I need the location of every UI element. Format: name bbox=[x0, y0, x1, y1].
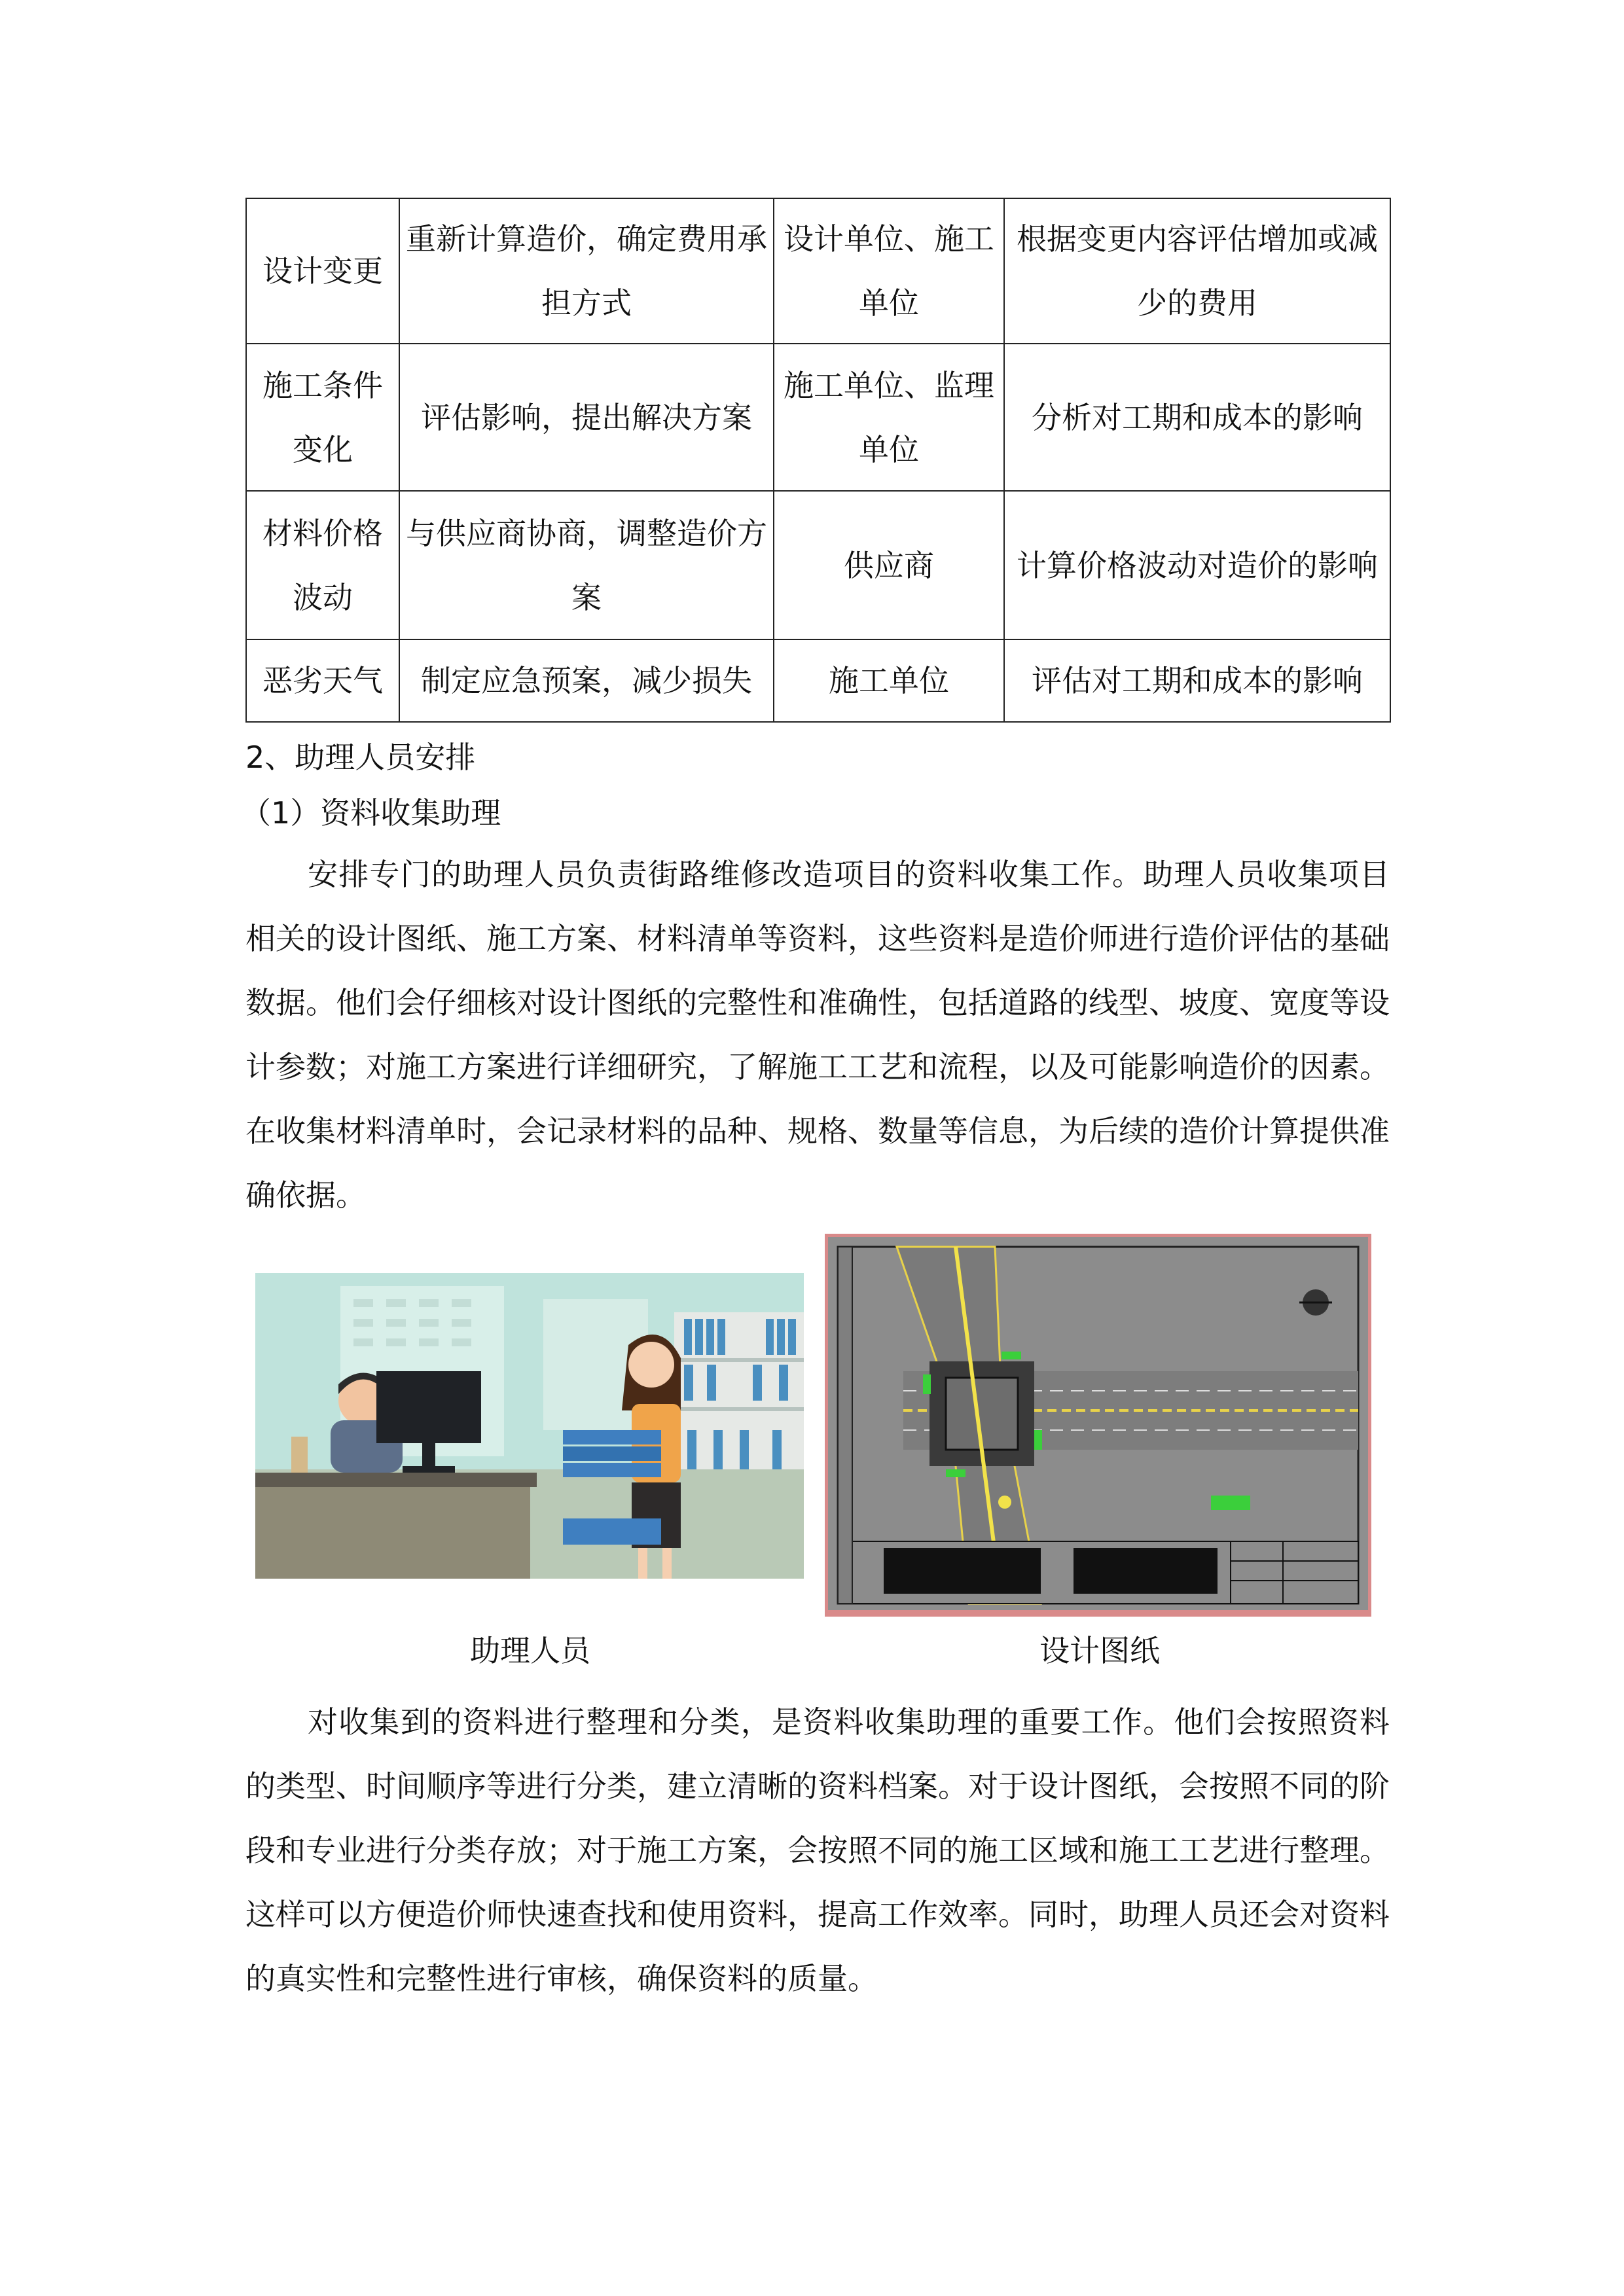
table-cell: 设计单位、施工单位 bbox=[774, 198, 1004, 344]
table-cell: 分析对工期和成本的影响 bbox=[1004, 344, 1390, 491]
caption-assistant: 助理人员 bbox=[470, 1633, 590, 1668]
table-cell: 评估影响，提出解决方案 bbox=[399, 344, 774, 491]
section-subheading: （1）资料收集助理 bbox=[241, 795, 501, 831]
table-row bbox=[246, 344, 1390, 491]
assistant-illustration bbox=[255, 1273, 804, 1579]
table-cell: 根据变更内容评估增加或减少的费用 bbox=[1004, 198, 1390, 344]
table-row bbox=[246, 491, 1390, 639]
table-cell: 施工条件变化 bbox=[246, 344, 399, 491]
table-cell: 与供应商协商，调整造价方案 bbox=[399, 491, 774, 639]
table-cell: 恶劣天气 bbox=[246, 639, 399, 722]
table-cell: 重新计算造价，确定费用承担方式 bbox=[399, 198, 774, 344]
table-cell: 计算价格波动对造价的影响 bbox=[1004, 491, 1390, 639]
risk-table bbox=[245, 198, 1391, 723]
table-cell: 供应商 bbox=[774, 491, 1004, 639]
table-cell: 施工单位 bbox=[774, 639, 1004, 722]
table-cell: 施工单位、监理单位 bbox=[774, 344, 1004, 491]
table-cell: 评估对工期和成本的影响 bbox=[1004, 639, 1390, 722]
design-drawing-image bbox=[825, 1234, 1371, 1617]
caption-design-drawing: 设计图纸 bbox=[1039, 1633, 1160, 1668]
section-heading: 2、助理人员安排 bbox=[245, 740, 476, 775]
paragraph-1: 安排专门的助理人员负责街路维修改造项目的资料收集工作。助理人员收集项目相关的设计图纸、施工方案、材料清单等资料，这些资料是造价师进行造价评估的基础数据。他们会仔细核对设计图纸的完整性和准确性，包括道路的线型、坡度、宽度等设计参数；对施工方案进行详细研究，了解施工工艺和流程，以及可能影响造价的因素。在收集材料清单时，会记录材料的品种、规格、数量等信息，为后续的造价计算提供准确依据。 bbox=[245, 857, 1390, 1213]
table-row bbox=[246, 198, 1390, 344]
paragraph-2: 对收集到的资料进行整理和分类，是资料收集助理的重要工作。他们会按照资料的类型、时间顺序等进行分类，建立清晰的资料档案。对于设计图纸，会按照不同的阶段和专业进行分类存放；对于施工方案，会按照不同的施工区域和施工工艺进行整理。这样可以方便造价师快速查找和使用资料，提高工作效率。同时，助理人员还会对资料的真实性和完整性进行审核，确保资料的质量。 bbox=[245, 1704, 1390, 1996]
table-cell: 材料价格波动 bbox=[246, 491, 399, 639]
table-row bbox=[246, 639, 1390, 722]
table-cell: 设计变更 bbox=[246, 198, 399, 344]
table-cell: 制定应急预案，减少损失 bbox=[399, 639, 774, 722]
